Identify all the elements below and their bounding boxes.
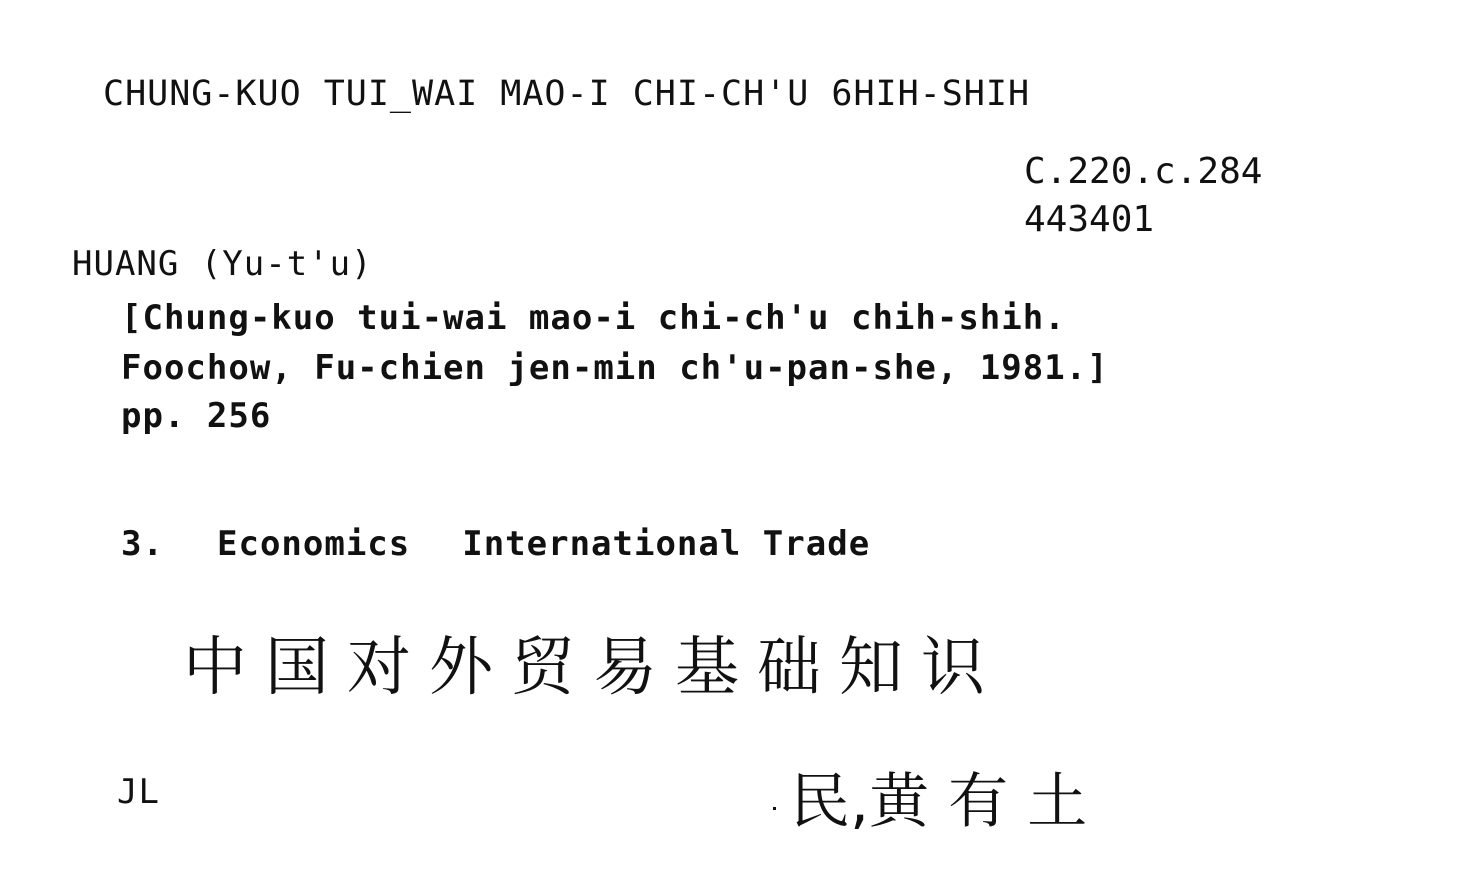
card-heading: CHUNG-KUO TUI_WAI MAO-I CHI-CH'U 6HIH-SHIH [103,74,1031,114]
author-name: HUANG (Yu-t'u) [72,244,373,284]
ink-dot [773,807,776,810]
chinese-title: 中国对外贸易基础知识 [183,631,1003,705]
subject-field: Economics [217,524,411,564]
handwritten-author-name: 民,黄 有 土 [790,767,1088,837]
shelfmark: C.220.c.284 [1024,151,1263,192]
subject-number: 3. [121,524,164,564]
title-line-2: Foochow, Fu-chien jen-min ch'u-pan-she, 1981.] [121,348,1109,388]
subject-topic: International Trade [462,524,871,564]
page-count: pp. 256 [121,396,272,436]
accession-number: 443401 [1024,199,1155,240]
title-line-1: [Chung-kuo tui-wai mao-i chi-ch'u chih-shih. [121,298,1066,338]
subject-heading [121,524,870,564]
cataloguer-initials: JL [117,772,160,812]
